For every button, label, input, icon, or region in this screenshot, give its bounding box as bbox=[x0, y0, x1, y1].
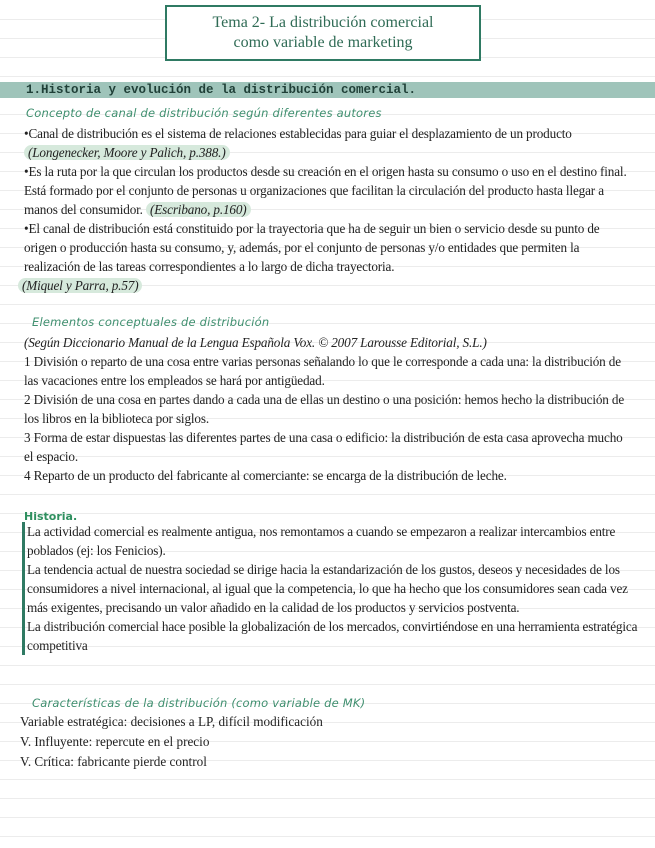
definition-3-citation: (Miquel y Parra, p.57) bbox=[18, 278, 142, 293]
elementos-item-3: 3 Forma de estar dispuestas las diferentes partes de una casa o edificio: la distribución de esta casa aprovecha mucho el espacio. bbox=[24, 430, 623, 464]
definition-1-text: •Canal de distribución es el sistema de relaciones establecidas para guiar el desplazamiento de un producto bbox=[24, 126, 572, 141]
elementos-item-4: 4 Reparto de un producto del fabricante al comerciante: se encarga de la distribución de leche. bbox=[24, 468, 507, 483]
definition-2-text: •Es la ruta por la que circulan los productos desde su creación en el origen hasta su consumo o uso en el destino final. Está formado por el conjunto de personas u organizaciones que facilitan la circulación del producto hasta llegar a manos del consumidor. bbox=[24, 164, 627, 217]
definition-1-citation: (Longenecker, Moore y Palich, p.388.) bbox=[24, 145, 230, 160]
historia-paragraph-2: La tendencia actual de nuestra sociedad se dirige hacia la estandarización de los gustos, deseos y necesidades de los consumidores a nivel internacional, al igual que la competencia, lo que ha hecho que los consumidores sean cada vez más exigentes, precisando un valor añadido en la calidad de los productos y servicios postventa. bbox=[27, 562, 628, 615]
title-box bbox=[165, 5, 481, 61]
definition-2-citation: (Escribano, p.160) bbox=[146, 202, 251, 217]
elementos-source: (Según Diccionario Manual de la Lengua Española Vox. © 2007 Larousse Editorial, S.L.) bbox=[24, 335, 487, 350]
definition-3-cite-line bbox=[24, 276, 634, 295]
title-line-1: Tema 2- La distribución comercial bbox=[212, 14, 434, 31]
title-line-2: como variable de marketing bbox=[233, 34, 413, 51]
elementos-item-1: 1 División o reparto de una cosa entre varias personas señalando lo que le corresponde a cada una: la distribución de las vacaciones entre los empleados se hará por antigüedad. bbox=[24, 354, 621, 388]
historia-paragraph-3: La distribución comercial hace posible la globalización de los mercados, convirtiéndose en una herramienta estratégica competitiva bbox=[27, 619, 638, 653]
caracteristica-2: V. Influyente: repercute en el precio bbox=[20, 734, 210, 749]
elementos-item-2: 2 División de una cosa en partes dando a cada una de ellas un destino o una posición: hemos hecho la distribución de los libros en la biblioteca por siglos. bbox=[24, 392, 625, 426]
definition-2 bbox=[24, 162, 634, 219]
elementos-subheading: Elementos conceptuales de distribución bbox=[32, 315, 270, 329]
definition-1 bbox=[24, 124, 634, 162]
caracteristica-1: Variable estratégica: decisiones a LP, difícil modificación bbox=[20, 714, 323, 729]
historia-block bbox=[22, 522, 639, 655]
section-heading: 1.Historia y evolución de la distribución comercial. bbox=[26, 83, 417, 97]
caracteristicas-subheading: Características de la distribución (como variable de MK) bbox=[32, 696, 366, 710]
historia-label: Historia. bbox=[24, 510, 78, 523]
concepto-subheading: Concepto de canal de distribución según diferentes autores bbox=[26, 106, 382, 120]
elementos-list bbox=[24, 333, 634, 485]
definition-3 bbox=[24, 219, 634, 276]
concepto-definitions bbox=[24, 124, 634, 295]
historia-paragraph-1: La actividad comercial es realmente antigua, nos remontamos a cuando se empezaron a realizar intercambios entre poblados (ej: los Fenicios). bbox=[27, 524, 616, 558]
caracteristicas-list bbox=[20, 712, 620, 772]
definition-3-text: •El canal de distribución está constituido por la trayectoria que ha de seguir un bien o servicio desde su punto de origen o producción hasta su consumo, y, además, por el conjunto de personas y/o entidades que permiten la realización de las tareas correspondientes a lo largo de dicha trayectoria. bbox=[24, 221, 600, 274]
section-heading-band bbox=[0, 82, 655, 98]
caracteristica-3: V. Crítica: fabricante pierde control bbox=[20, 754, 207, 769]
